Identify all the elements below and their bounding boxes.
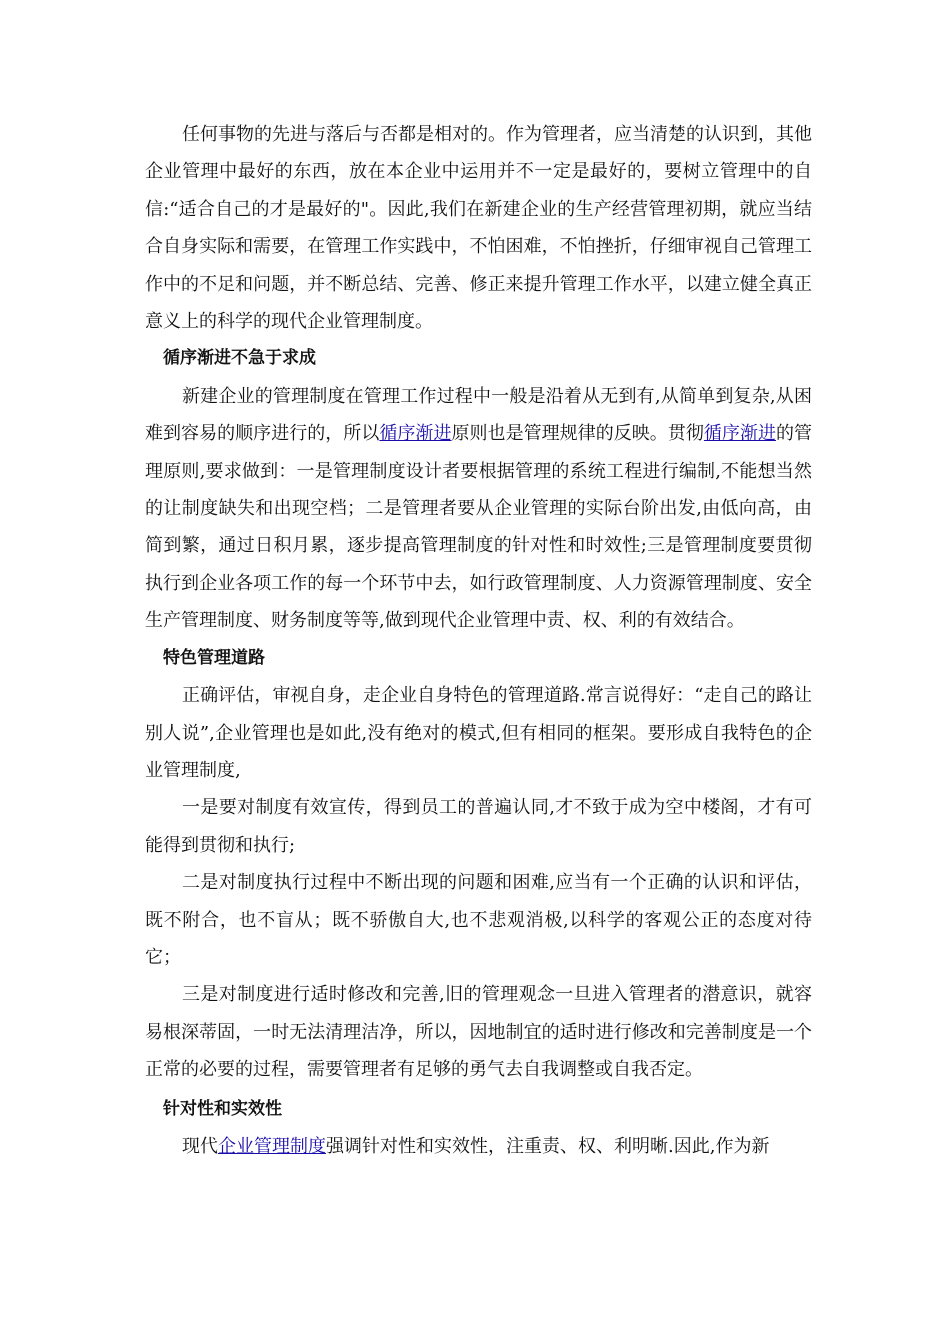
document-page bbox=[145, 116, 812, 1165]
heading-gradual-progress: 循序渐进不急于求成 bbox=[163, 348, 316, 369]
paragraph-point-three: 三是对制度进行适时修改和完善,旧的管理观念一旦进入管理者的潜意识，就容易根深蒂固，一时无法清理洁净，所以，因地制宜的适时进行修改和完善制度是一个正常的必要的过程，需要管理者有足够的勇气去自我调整或自我否定。 bbox=[145, 984, 812, 1081]
link-enterprise-management-system[interactable]: 企业管理制度 bbox=[218, 1135, 326, 1157]
paragraph-self-assessment: 正确评估，审视自身，走企业自身特色的管理道路.常言说得好：“走自己的路让别人说”,企业管理也是如此,没有绝对的模式,但有相同的框架。要形成自我特色的企业管理制度, bbox=[145, 685, 812, 781]
text-segment: 的管理原则,要求做到：一是管理制度设计者要根据管理的系统工程进行编制,不能想当然的让制度缺失和出现空档；二是管理者要从企业管理的实际台阶出发,由低向高，由简到繁，通过日积月累，逐步提高管理制度的针对性和时效性;三是管理制度要贯彻执行到企业各项工作的每一个环节中去，如行政管理制度、人力资源管理制度、安全生产管理制度、财务制度等等,做到现代企业管理中责、权、利的有效结合。 bbox=[145, 423, 813, 632]
paragraph-modern-management bbox=[145, 1128, 812, 1165]
text-segment: 新建企业的管理制度在管理工作过程中一般是沿着从无到有,从简单到复杂,从困难到容易的顺序进行的，所以 bbox=[145, 385, 812, 445]
text-segment: 强调针对性和实效性，注重责、权、利明晰.因此,作为新 bbox=[326, 1135, 770, 1157]
paragraph-point-one: 一是要对制度有效宣传，得到员工的普遍认同,才不致于成为空中楼阁，才有可能得到贯彻和执行; bbox=[145, 797, 812, 856]
link-gradual-progress-2[interactable]: 循序渐进 bbox=[703, 423, 777, 445]
paragraph-point-two: 二是对制度执行过程中不断出现的问题和困难,应当有一个正确的认识和评估，既不附合，也不盲从；既不骄傲自大,也不悲观消极,以科学的客观公正的态度对待它； bbox=[145, 872, 812, 968]
heading-characteristic-path: 特色管理道路 bbox=[163, 647, 265, 668]
paragraph-relativity: 任何事物的先进与落后与否都是相对的。作为管理者，应当清楚的认识到，其他企业管理中最好的东西，放在本企业中运用并不一定是最好的，要树立管理中的自信:“适合自己的才是最好的"。因此,我们在新建企业的生产经营管理初期，就应当结合自身实际和需要，在管理工作实践中，不怕困难，不怕挫折，仔细审视自己管理工作中的不足和问题，并不断总结、完善、修正来提升管理工作水平，以建立健全真正意义上的科学的现代企业管理制度。 bbox=[145, 124, 812, 333]
text-segment: 原则也是管理规律的反映。贯彻 bbox=[451, 423, 704, 445]
text-segment: 现代 bbox=[182, 1135, 218, 1157]
link-gradual-progress-1[interactable]: 循序渐进 bbox=[379, 423, 452, 445]
paragraph-gradual-progress bbox=[145, 378, 812, 640]
heading-relevance-effectiveness: 针对性和实效性 bbox=[163, 1098, 282, 1119]
